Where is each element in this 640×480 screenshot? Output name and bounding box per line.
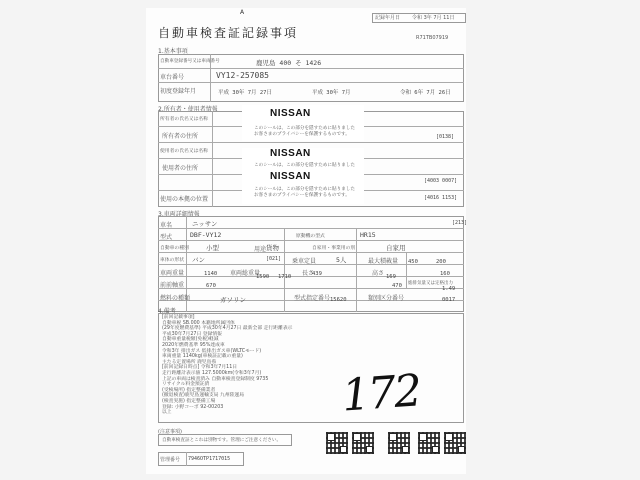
- remark-line: [前回記録日時点] 令和3年7月11日: [162, 365, 238, 371]
- section-1-label: 1.基本事項: [158, 48, 188, 55]
- date-label: 記録年月日: [375, 15, 401, 21]
- width-value: 160: [440, 271, 450, 277]
- load-value: 450: [408, 259, 418, 265]
- remark-line: (撤退検査)鹿児島運輸支局 九州陸運局: [162, 393, 245, 399]
- section-3-label: 3.車両詳細情報: [158, 211, 200, 218]
- base-location-label: 使用の本拠の位置: [160, 196, 209, 203]
- qr-code-icon: [326, 432, 348, 454]
- qr-code-icon: [444, 432, 466, 454]
- base-code: [4016 1153]: [424, 195, 458, 201]
- qr-code-icon: [388, 432, 410, 454]
- fuel-value: ガソリン: [220, 296, 246, 304]
- use-value: 貨物: [266, 244, 279, 252]
- gross-label: 車両総重量: [230, 270, 261, 277]
- privacy-sticker: NISSAN このシールは、この部分を隠すために貼りました お客さまのプライバシーを保護するものです。: [242, 105, 364, 141]
- notice-line: 自動車検査証とこれは別物です。管理にご注意ください。: [162, 438, 282, 443]
- document-title: 自動車検査証記録事項: [158, 26, 299, 40]
- height-label: 高さ: [372, 270, 385, 277]
- id-value: 7946OTP1717015: [188, 456, 231, 462]
- weight-value: 1140: [204, 271, 218, 277]
- maker-code: [213]: [452, 220, 468, 226]
- displacement-label: 総排気量又は定格出力: [408, 281, 453, 286]
- load-value-2: 200: [436, 259, 446, 265]
- remark-line: [前回記載事項]: [162, 315, 195, 320]
- nissan-logo: NISSAN: [270, 148, 311, 159]
- mid-date-value: 平成 30年 7月: [312, 90, 351, 96]
- expiry-value: 令和 6年 7月 26日: [400, 90, 451, 96]
- id-label: 管理番号: [160, 457, 181, 463]
- engine-label: 原動機の型式: [296, 234, 325, 239]
- remark-line: 令和3年 排出ガス 低排出ガス車(WLTCモード): [162, 348, 262, 354]
- remark-line: (29年度燃費基準) 平成30年4月27日 最新全部 走行距離表示: [162, 326, 293, 332]
- qr-code-icon: [418, 432, 440, 454]
- gross-value: 1590: [256, 274, 270, 280]
- document-number: R71TB07919: [416, 35, 449, 41]
- section-4-label: 4.備考: [158, 308, 176, 315]
- section-2-label: 2.所有者・使用者情報: [158, 106, 218, 113]
- remark-line: 登録: 小野コーポ 92-00203: [162, 404, 224, 410]
- body-value: バン: [192, 256, 205, 264]
- document-page: [146, 8, 466, 474]
- remarks-list: [162, 315, 292, 416]
- remark-line: 車両重量 1140kg(車検証記載の重量): [162, 354, 243, 360]
- user-address-label: 使用者の住所: [162, 165, 199, 172]
- user-code: [4003 0007]: [424, 178, 458, 184]
- type-value: 小型: [206, 244, 219, 252]
- gross-value-2: 1710: [278, 274, 292, 280]
- privacy-sticker: NISSAN このシールは、この部分を隠すために貼りました お客さまのプライバシーを保護するものです。: [242, 168, 364, 204]
- remark-line: 上記の車両は検査済み 自動車検査登録制度 9735: [162, 376, 269, 382]
- remark-line: 走行距離計表示値 127.5000km(令和3年7月): [162, 370, 262, 376]
- remark-line: 主たる定置場所 鹿児島県: [162, 359, 217, 365]
- model-number-label: 型式指定番号: [294, 295, 331, 302]
- nissan-logo: NISSAN: [270, 108, 311, 119]
- model-label: 型式: [160, 234, 173, 241]
- handwritten-number: 172: [340, 365, 422, 422]
- remark-line: 自動車税 SB.000 本籍地所属団体: [162, 320, 235, 326]
- purpose-label: 自家用・事業用の別: [312, 246, 356, 251]
- engine-value: HR15: [360, 231, 376, 239]
- axle-label: 前前軸重: [160, 282, 185, 289]
- load-label: 最大積載量: [368, 258, 399, 265]
- body-code: [021]: [266, 256, 282, 262]
- first-reg-value: 平成 30年 7月 27日: [218, 90, 272, 96]
- remark-line: (受検場所) 指定整備業者: [162, 387, 216, 393]
- model-number-value: 15620: [330, 297, 347, 303]
- weight-label: 車両重量: [160, 270, 185, 277]
- use-label: 用途: [254, 246, 267, 253]
- length-value: 439: [312, 271, 322, 277]
- chassis-value: VY12-257085: [216, 71, 269, 80]
- axle-value: 670: [206, 283, 216, 289]
- body-label: 車体の形状: [160, 258, 184, 263]
- height-value: 169: [386, 274, 396, 280]
- notice-label: (注意事項): [158, 429, 182, 435]
- remark-line: リサイクル料金預託済: [162, 382, 210, 388]
- chassis-label: 車台番号: [160, 74, 185, 81]
- capacity-value: 5人: [336, 256, 347, 264]
- fuel-label: 燃料の種類: [160, 295, 191, 302]
- type-label: 自動車の種別: [160, 246, 189, 251]
- axle-value-2: 470: [392, 283, 402, 289]
- header-mark: A: [240, 9, 245, 16]
- purpose-value: 自家用: [386, 244, 406, 252]
- class-number-label: 類別区分番号: [368, 295, 405, 302]
- reg-number-value: 鹿児島 400 そ 1426: [256, 59, 322, 67]
- date-value: 令和 3年 7月 11日: [412, 15, 455, 21]
- length-label: 長さ: [302, 270, 315, 277]
- maker-value: ニッサン: [192, 220, 218, 228]
- owner-address-label: 所有者の住所: [162, 133, 199, 140]
- first-reg-label: 初度登録年月: [160, 88, 197, 95]
- remark-line: 以上: [162, 410, 172, 416]
- owner-code: [0138]: [436, 134, 455, 140]
- owner-name-label: 所有者の氏名又は名称: [160, 117, 208, 122]
- maker-label: 車名: [160, 222, 173, 229]
- remark-line: 平成30年7月27日 登録情報: [162, 331, 222, 337]
- model-value: DBF-VY12: [190, 231, 222, 239]
- reg-number-label: 自動車登録番号又は車両番号: [160, 59, 220, 64]
- remark-line: 自動車重量税額(免税)軽減: [162, 337, 219, 343]
- qr-code-icon: [352, 432, 374, 454]
- nissan-logo: NISSAN: [270, 171, 311, 182]
- class-number-value: 0017: [442, 297, 456, 303]
- displacement-value: 1.49: [442, 286, 456, 292]
- user-name-label: 使用者の氏名又は名称: [160, 149, 208, 154]
- capacity-label: 乗車定員: [292, 258, 317, 265]
- remark-line: (検査実施) 指定整備工場: [162, 398, 216, 404]
- privacy-sticker: NISSAN このシールは、この部分を隠すために貼りました: [242, 148, 364, 174]
- remark-line: 2020年燃費基準 95%達成車: [162, 342, 225, 348]
